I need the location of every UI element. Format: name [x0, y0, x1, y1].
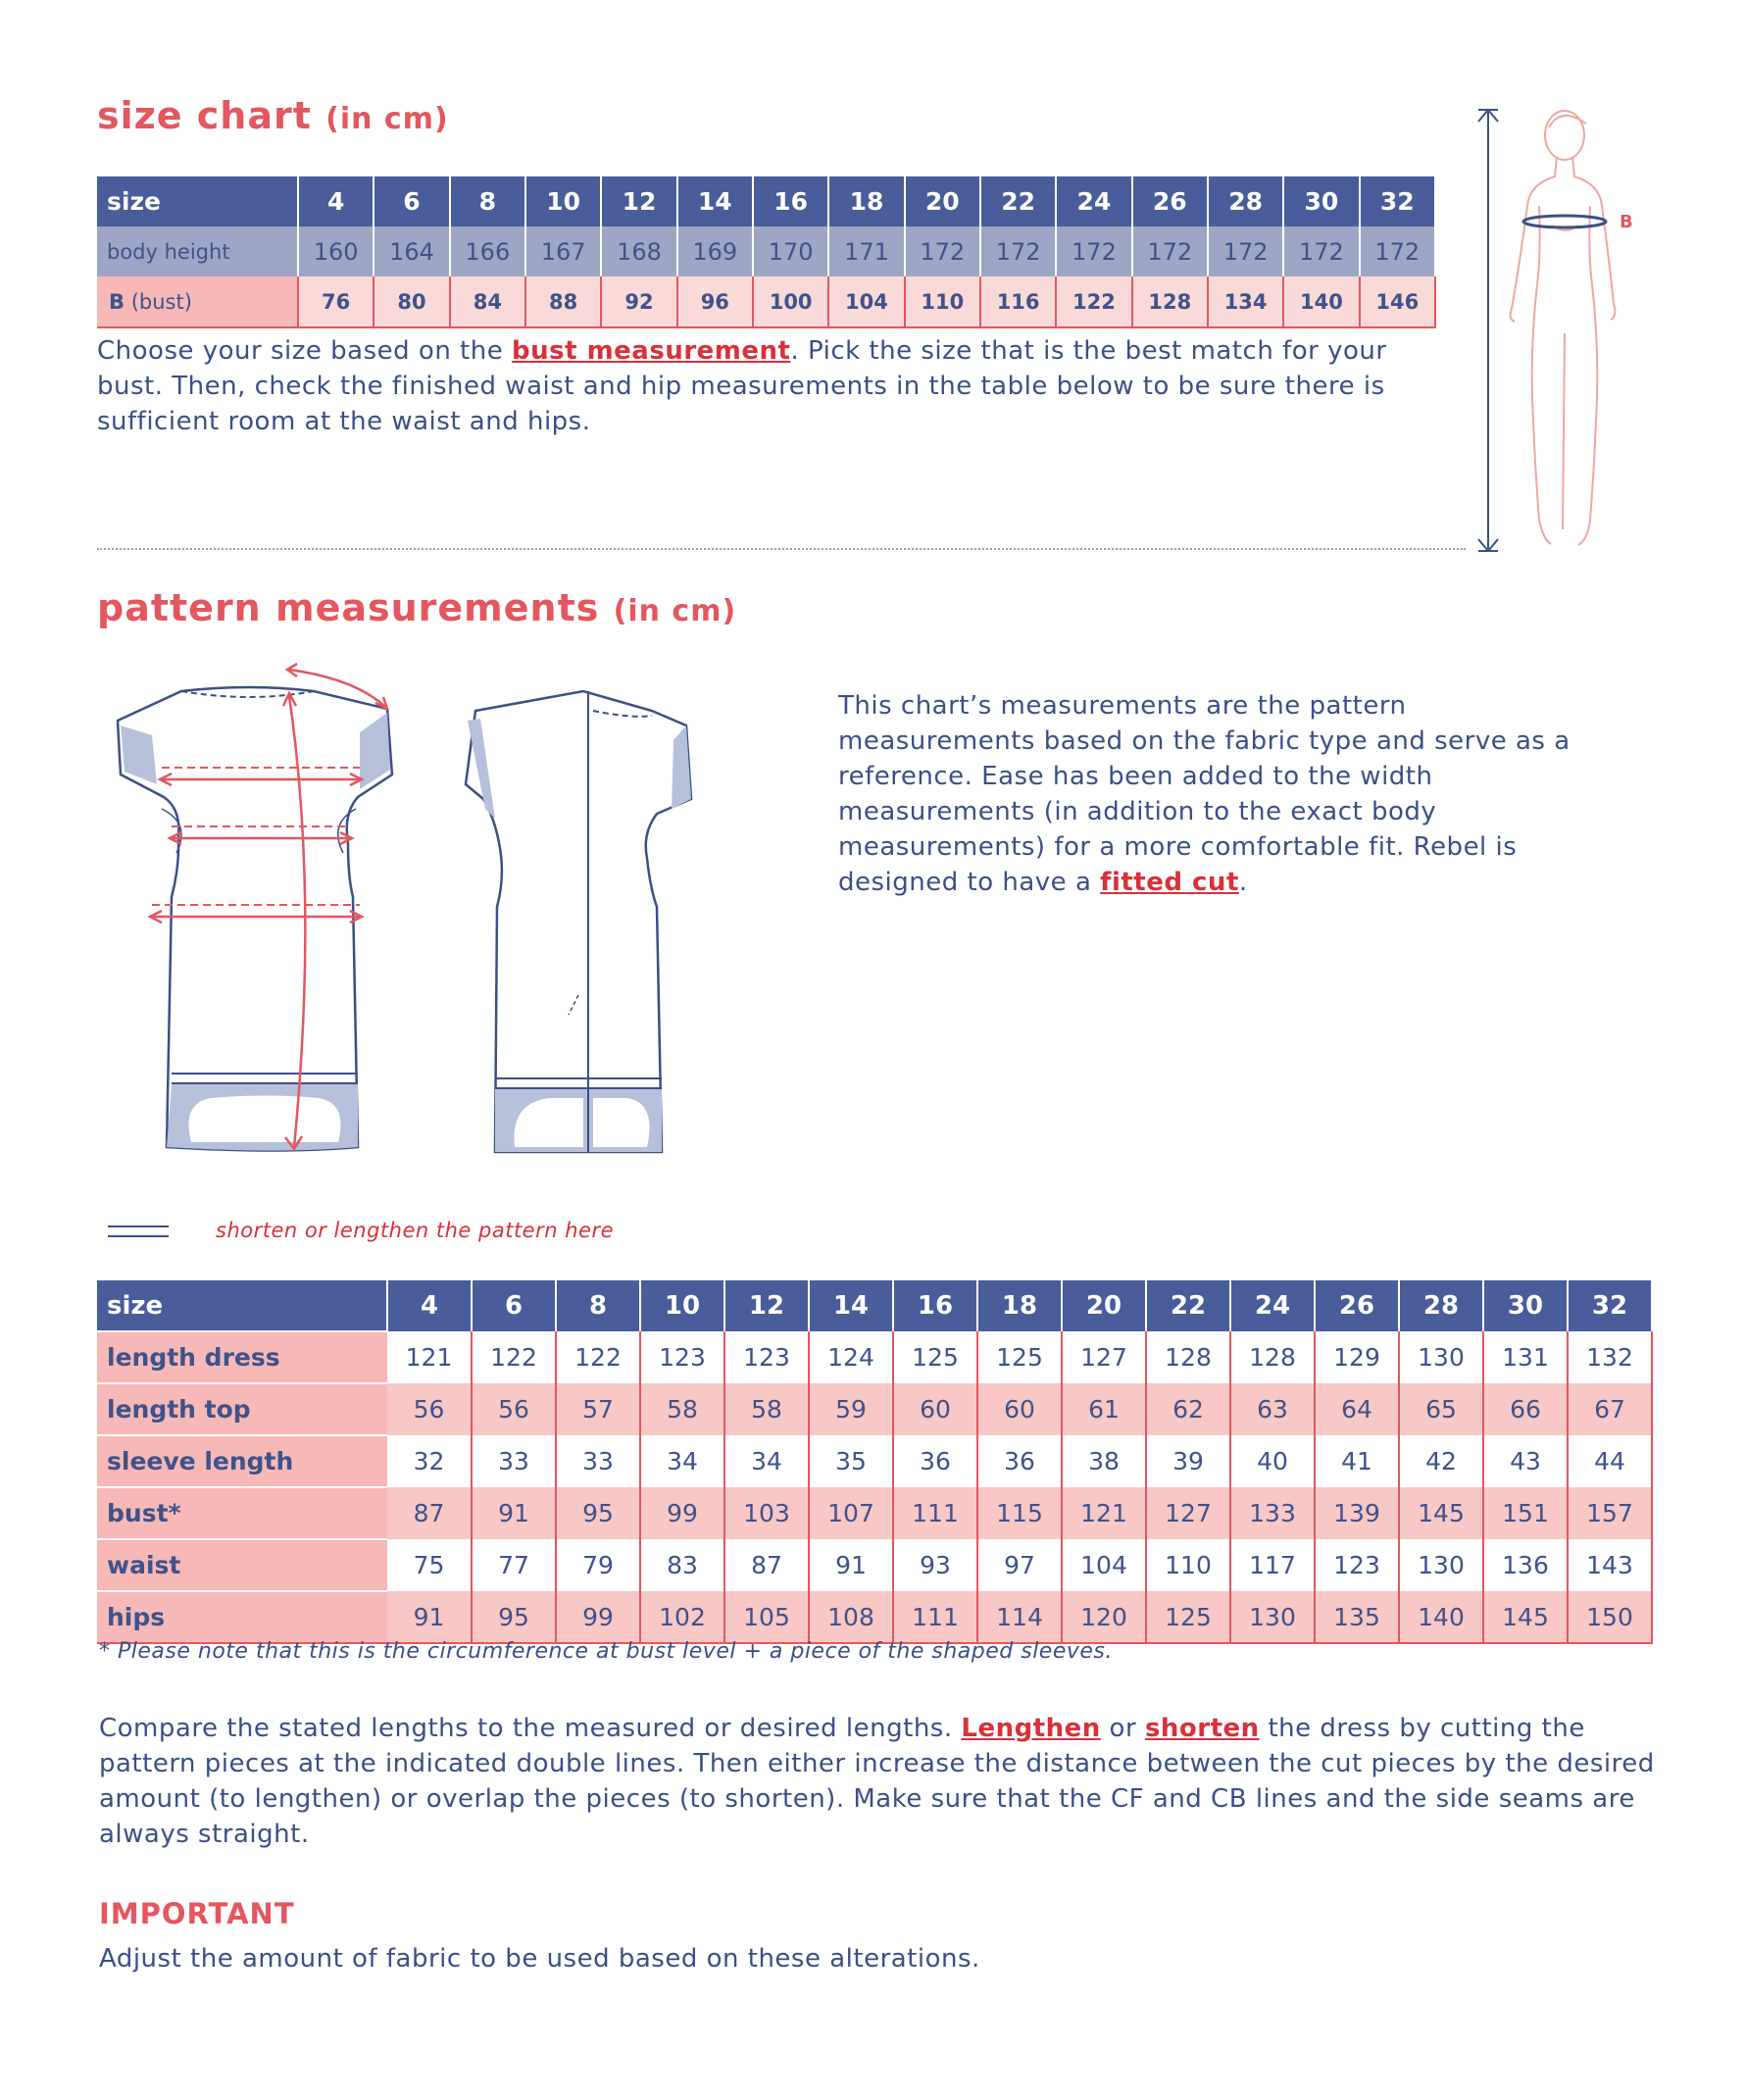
bust-cell: 76 [298, 276, 374, 327]
pattern-header-cell: 4 [387, 1280, 472, 1331]
pattern-header-cell: 16 [893, 1280, 977, 1331]
pattern-cell: 40 [1230, 1435, 1315, 1487]
pattern-cell: 56 [387, 1383, 472, 1435]
pattern-cell: 136 [1483, 1539, 1568, 1591]
pattern-cell: 44 [1568, 1435, 1652, 1487]
pattern-cell: 122 [472, 1331, 556, 1383]
bust-cell: 88 [525, 276, 601, 327]
pattern-cell: 75 [387, 1539, 472, 1591]
pattern-cell: 59 [809, 1383, 893, 1435]
shorten-link[interactable]: shorten [1144, 1714, 1260, 1743]
body-height-cell: 172 [1360, 226, 1435, 276]
pattern-cell: 34 [640, 1435, 724, 1487]
bust-cell: 140 [1283, 276, 1359, 327]
pattern-cell: 35 [809, 1435, 893, 1487]
pattern-cell: 41 [1315, 1435, 1399, 1487]
size-header-cell: 4 [298, 176, 374, 226]
pattern-cell: 65 [1399, 1383, 1483, 1435]
pattern-cell: 91 [472, 1487, 556, 1539]
pattern-description [838, 688, 1603, 900]
pattern-cell: 123 [640, 1331, 724, 1383]
important-heading: IMPORTANT [99, 1897, 295, 1930]
pattern-cell: 130 [1230, 1591, 1315, 1643]
alteration-paragraph [99, 1711, 1668, 1852]
pattern-cell: 110 [1146, 1539, 1230, 1591]
pattern-cell: 114 [977, 1591, 1062, 1643]
pattern-cell: 83 [640, 1539, 724, 1591]
pattern-cell: 103 [724, 1487, 809, 1539]
bust-cell: 146 [1360, 276, 1435, 327]
pattern-description-part1: This chart’s measurements are the pattern measurements based on the fabric type and serve as a reference. Ease has been added to the width measurements (in addition to the exact body measurements) for a more comfortable fit. Rebel is designed to have a [838, 691, 1570, 897]
pattern-header-cell: 20 [1062, 1280, 1146, 1331]
pattern-cell: 104 [1062, 1539, 1146, 1591]
body-height-cell: 169 [677, 226, 753, 276]
pattern-cell: 63 [1230, 1383, 1315, 1435]
dress-front-icon [118, 687, 392, 1151]
pattern-cell: 130 [1399, 1331, 1483, 1383]
pattern-cell: 36 [977, 1435, 1062, 1487]
size-chart-table [97, 176, 1436, 328]
pattern-cell: 117 [1230, 1539, 1315, 1591]
pattern-cell: 107 [809, 1487, 893, 1539]
pattern-cell: 93 [893, 1539, 977, 1591]
bust-measurement-link[interactable]: bust measurement [512, 336, 791, 366]
body-figure-illustration [1471, 98, 1657, 559]
pattern-cell: 133 [1230, 1487, 1315, 1539]
pattern-row [97, 1591, 1652, 1643]
pattern-header-cell: 26 [1315, 1280, 1399, 1331]
pattern-cell: 38 [1062, 1435, 1146, 1487]
pattern-cell: 120 [1062, 1591, 1146, 1643]
bust-cell: 128 [1132, 276, 1208, 327]
pattern-header-cell: 24 [1230, 1280, 1315, 1331]
section-divider [97, 548, 1466, 550]
fitted-cut-link[interactable]: fitted cut [1100, 868, 1239, 897]
pattern-title-text: pattern measurements [97, 586, 600, 629]
pattern-cell: 87 [387, 1487, 472, 1539]
pattern-cell: 135 [1315, 1591, 1399, 1643]
pattern-cell: 131 [1483, 1331, 1568, 1383]
body-height-cell: 172 [1056, 226, 1131, 276]
pattern-cell: 124 [809, 1331, 893, 1383]
alteration-part3: the dress by cutting the pattern pieces at the indicated double lines. Then either increase the distance between the cut pieces by the desired amount (to lengthen) or overlap the pieces (to shorten). Make sure that the CF and CB lines and the side seams are always straight. [99, 1714, 1655, 1849]
bust-cell: 80 [374, 276, 449, 327]
size-header-cell: 24 [1056, 176, 1131, 226]
pattern-cell: 66 [1483, 1383, 1568, 1435]
pattern-cell: 61 [1062, 1383, 1146, 1435]
pattern-cell: 140 [1399, 1591, 1483, 1643]
bust-label: B [1620, 212, 1633, 232]
pattern-cell: 145 [1483, 1591, 1568, 1643]
bust-cell: 104 [828, 276, 904, 327]
pattern-cell: 60 [977, 1383, 1062, 1435]
size-paragraph-part1: Choose your size based on the [97, 336, 512, 366]
size-header-cell: 22 [980, 176, 1056, 226]
size-paragraph-part2: . Pick the size that is the best match for your bust. Then, check the finished waist and hip measurements in the table below to be sure there is sufficient room at the waist and hips. [97, 336, 1387, 436]
pattern-row-label: length dress [97, 1331, 387, 1383]
pattern-unit: (in cm) [613, 594, 737, 628]
pattern-cell: 67 [1568, 1383, 1652, 1435]
body-height-cell: 172 [1283, 226, 1359, 276]
pattern-cell: 108 [809, 1591, 893, 1643]
size-header-cell: 16 [753, 176, 828, 226]
pattern-cell: 99 [640, 1487, 724, 1539]
pattern-cell: 62 [1146, 1383, 1230, 1435]
pattern-cell: 111 [893, 1591, 977, 1643]
bust-cell: 122 [1056, 276, 1131, 327]
pattern-header-cell: 22 [1146, 1280, 1230, 1331]
size-header-cell: 18 [828, 176, 904, 226]
pattern-header-cell: 6 [472, 1280, 556, 1331]
bust-label-cell [97, 276, 298, 327]
size-header-cell: 6 [374, 176, 449, 226]
pattern-cell: 95 [556, 1487, 640, 1539]
size-chart-unit: (in cm) [325, 102, 449, 136]
pattern-cell: 157 [1568, 1487, 1652, 1539]
size-header-label: size [97, 176, 298, 226]
double-line-legend-icon [108, 1225, 169, 1237]
pattern-cell: 91 [387, 1591, 472, 1643]
pattern-cell: 130 [1399, 1539, 1483, 1591]
bust-cell: 100 [753, 276, 828, 327]
bust-cell: 110 [905, 276, 980, 327]
pattern-cell: 99 [556, 1591, 640, 1643]
body-height-cell: 164 [374, 226, 449, 276]
pattern-cell: 115 [977, 1487, 1062, 1539]
bust-cell: 116 [980, 276, 1056, 327]
pattern-row [97, 1487, 1652, 1539]
pattern-cell: 125 [893, 1331, 977, 1383]
pattern-cell: 102 [640, 1591, 724, 1643]
bust-label-bold: B [109, 289, 125, 314]
dress-back-illustration [456, 681, 701, 1162]
important-text: Adjust the amount of fabric to be used based on these alterations. [99, 1944, 980, 1974]
pattern-row [97, 1331, 1652, 1383]
pattern-cell: 121 [387, 1331, 472, 1383]
pattern-cell: 87 [724, 1539, 809, 1591]
alteration-part2: or [1100, 1714, 1145, 1743]
size-header-cell: 26 [1132, 176, 1208, 226]
body-height-cell: 160 [298, 226, 374, 276]
bust-footnote: * Please note that this is the circumference at bust level + a piece of the shaped sleeves. [99, 1639, 1113, 1664]
bust-cell: 96 [677, 276, 753, 327]
pattern-cell: 122 [556, 1331, 640, 1383]
size-header-cell: 10 [525, 176, 601, 226]
pattern-measurements-table [97, 1280, 1653, 1644]
shorten-lengthen-legend: shorten or lengthen the pattern here [216, 1219, 614, 1242]
pattern-cell: 97 [977, 1539, 1062, 1591]
dress-front-illustration [103, 652, 417, 1167]
body-height-cell: 168 [601, 226, 676, 276]
size-chart-title-text: size chart [97, 94, 312, 137]
pattern-cell: 91 [809, 1539, 893, 1591]
body-height-cell: 172 [905, 226, 980, 276]
pattern-cell: 121 [1062, 1487, 1146, 1539]
body-height-cell: 172 [1132, 226, 1208, 276]
pattern-header-cell: 30 [1483, 1280, 1568, 1331]
pattern-header-cell: 14 [809, 1280, 893, 1331]
size-header-cell: 30 [1283, 176, 1359, 226]
body-height-row [97, 226, 1435, 276]
pattern-cell: 33 [556, 1435, 640, 1487]
size-header-cell: 8 [450, 176, 525, 226]
pattern-cell: 151 [1483, 1487, 1568, 1539]
body-height-cell: 170 [753, 226, 828, 276]
body-height-cell: 166 [450, 226, 525, 276]
body-height-cell: 171 [828, 226, 904, 276]
body-height-cell: 172 [1208, 226, 1283, 276]
pattern-cell: 127 [1062, 1331, 1146, 1383]
pattern-header-row [97, 1280, 1652, 1331]
size-chart-paragraph [97, 333, 1450, 439]
pattern-cell: 125 [1146, 1591, 1230, 1643]
pattern-cell: 58 [724, 1383, 809, 1435]
pattern-measurements-title [97, 586, 736, 629]
pattern-cell: 105 [724, 1591, 809, 1643]
pattern-cell: 145 [1399, 1487, 1483, 1539]
pattern-description-part2: . [1238, 868, 1248, 897]
pattern-cell: 42 [1399, 1435, 1483, 1487]
woman-figure-icon [1511, 111, 1616, 545]
pattern-header-cell: 8 [556, 1280, 640, 1331]
size-header-cell: 32 [1360, 176, 1435, 226]
pattern-cell: 36 [893, 1435, 977, 1487]
body-height-label: body height [97, 226, 298, 276]
size-chart-title [97, 94, 449, 137]
pattern-cell: 33 [472, 1435, 556, 1487]
pattern-cell: 77 [472, 1539, 556, 1591]
pattern-cell: 79 [556, 1539, 640, 1591]
pattern-cell: 139 [1315, 1487, 1399, 1539]
bust-cell: 134 [1208, 276, 1283, 327]
body-height-cell: 167 [525, 226, 601, 276]
pattern-cell: 128 [1146, 1331, 1230, 1383]
pattern-row [97, 1539, 1652, 1591]
pattern-cell: 111 [893, 1487, 977, 1539]
size-header-cell: 14 [677, 176, 753, 226]
pattern-cell: 123 [724, 1331, 809, 1383]
bust-cell: 92 [601, 276, 676, 327]
size-chart-header-row [97, 176, 1435, 226]
pattern-cell: 143 [1568, 1539, 1652, 1591]
pattern-cell: 64 [1315, 1383, 1399, 1435]
pattern-header-cell: 12 [724, 1280, 809, 1331]
pattern-cell: 128 [1230, 1331, 1315, 1383]
pattern-cell: 60 [893, 1383, 977, 1435]
pattern-row-label: waist [97, 1539, 387, 1591]
pattern-cell: 57 [556, 1383, 640, 1435]
pattern-row-label: sleeve length [97, 1435, 387, 1487]
alteration-part1: Compare the stated lengths to the measured or desired lengths. [99, 1714, 962, 1743]
pattern-cell: 127 [1146, 1487, 1230, 1539]
bust-cell: 84 [450, 276, 525, 327]
bust-label-rest: (bust) [125, 289, 192, 314]
pattern-row [97, 1435, 1652, 1487]
size-header-cell: 20 [905, 176, 980, 226]
pattern-row-label: bust* [97, 1487, 387, 1539]
size-header-cell: 12 [601, 176, 676, 226]
pattern-cell: 43 [1483, 1435, 1568, 1487]
pattern-cell: 58 [640, 1383, 724, 1435]
bust-row [97, 276, 1435, 327]
pattern-cell: 150 [1568, 1591, 1652, 1643]
dress-back-icon [466, 691, 691, 1152]
pattern-header-cell: 32 [1568, 1280, 1652, 1331]
pattern-cell: 39 [1146, 1435, 1230, 1487]
body-height-cell: 172 [980, 226, 1056, 276]
pattern-cell: 129 [1315, 1331, 1399, 1383]
pattern-cell: 95 [472, 1591, 556, 1643]
pattern-row-label: length top [97, 1383, 387, 1435]
pattern-cell: 34 [724, 1435, 809, 1487]
pattern-size-label: size [97, 1280, 387, 1331]
pattern-header-cell: 10 [640, 1280, 724, 1331]
size-header-cell: 28 [1208, 176, 1283, 226]
pattern-header-cell: 28 [1399, 1280, 1483, 1331]
pattern-cell: 123 [1315, 1539, 1399, 1591]
bust-line-marker [1523, 216, 1606, 227]
pattern-header-cell: 18 [977, 1280, 1062, 1331]
pattern-row-label: hips [97, 1591, 387, 1643]
pattern-cell: 125 [977, 1331, 1062, 1383]
pattern-cell: 132 [1568, 1331, 1652, 1383]
lengthen-link[interactable]: Lengthen [961, 1714, 1101, 1743]
pattern-row [97, 1383, 1652, 1435]
pattern-cell: 56 [472, 1383, 556, 1435]
pattern-cell: 32 [387, 1435, 472, 1487]
